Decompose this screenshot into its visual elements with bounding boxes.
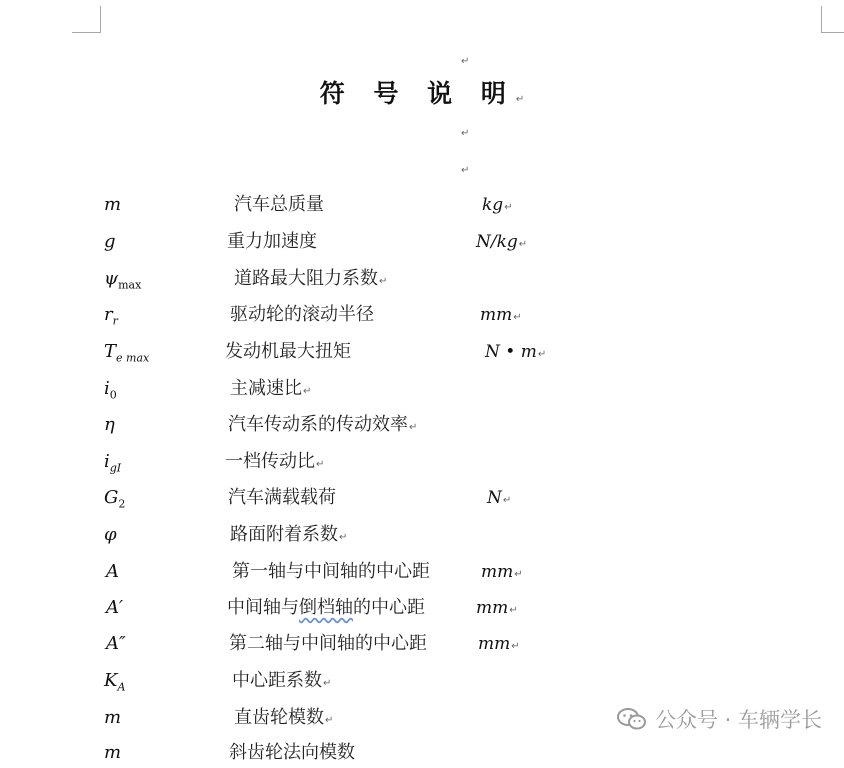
symbol-description: 第一轴与中间轴的中心距 xyxy=(232,561,430,582)
symbol-description: 汽车传动系的传动效率↵ xyxy=(228,414,418,435)
symbol-description: 主减速比↵ xyxy=(230,378,312,399)
symbol: m xyxy=(104,707,122,728)
page-corner-mark-left xyxy=(72,6,101,33)
symbol-unit: mm↵ xyxy=(476,598,518,618)
symbol: $G_2$ xyxy=(104,487,126,511)
spellcheck-squiggle: 倒档轴 xyxy=(299,597,353,618)
symbol: $T_{e max}$ xyxy=(104,341,150,365)
symbol-description: 中心距系数↵ xyxy=(232,670,332,691)
symbol: m xyxy=(104,194,122,215)
symbol: g xyxy=(104,231,116,252)
symbol-description: 汽车满载载荷 xyxy=(228,487,336,508)
symbol: A xyxy=(106,561,119,582)
symbol: A′ xyxy=(106,597,124,618)
symbol: $i_{gI}$ xyxy=(104,451,122,475)
symbol-description: 直齿轮模数↵ xyxy=(234,707,334,728)
paragraph-mark: ↵ xyxy=(461,165,470,176)
symbol: A″ xyxy=(106,633,126,654)
symbol-unit: mm↵ xyxy=(481,562,523,582)
symbol-unit: mm↵ xyxy=(478,634,520,654)
symbol-description: 道路最大阻力系数↵ xyxy=(234,268,388,289)
symbol-unit: N • m↵ xyxy=(485,342,547,362)
symbol-row xyxy=(0,227,844,257)
symbol-row xyxy=(0,738,844,768)
symbol: $\psi_{max}$ xyxy=(104,268,142,292)
paragraph-mark: ↵ xyxy=(461,56,470,67)
symbol-description: 中间轴与倒档轴的中心距 xyxy=(227,597,425,618)
symbol-description: 路面附着系数↵ xyxy=(230,524,348,545)
title-text: 符 号 说 明 xyxy=(319,79,516,108)
symbol-description: 汽车总质量 xyxy=(234,194,324,215)
watermark xyxy=(617,704,822,734)
page-title xyxy=(0,74,844,110)
symbol-row xyxy=(0,557,844,587)
symbol-description: 第二轴与中间轴的中心距 xyxy=(229,633,427,654)
symbol-row xyxy=(0,593,844,623)
symbol-unit: N↵ xyxy=(487,488,512,508)
page-corner-mark-right xyxy=(821,6,844,33)
symbol: $r_r$ xyxy=(104,304,118,328)
wechat-icon xyxy=(617,707,647,731)
symbol: $i_0$ xyxy=(104,378,117,402)
paragraph-mark: ↵ xyxy=(461,128,470,139)
symbol-row xyxy=(0,629,844,659)
symbol-unit: mm↵ xyxy=(480,305,522,325)
symbol-description: 重力加速度 xyxy=(227,231,317,252)
symbol: $K_A$ xyxy=(104,670,126,694)
symbol: φ xyxy=(104,524,117,545)
symbol-row xyxy=(0,447,844,477)
symbol-row xyxy=(0,520,844,550)
symbol-row xyxy=(0,300,844,330)
symbol: η xyxy=(104,414,115,435)
symbol-unit: N/kg↵ xyxy=(476,232,528,252)
symbol-row xyxy=(0,374,844,404)
symbol-row xyxy=(0,190,844,220)
symbol-description: 一档传动比↵ xyxy=(225,451,325,472)
paragraph-mark: ↵ xyxy=(515,94,525,105)
symbol-description: 发动机最大扭矩 xyxy=(225,341,351,362)
symbol-unit: kg↵ xyxy=(482,195,513,215)
symbol-row xyxy=(0,337,844,367)
watermark-text: 公众号 · 车辆学长 xyxy=(654,708,822,732)
symbol-row xyxy=(0,483,844,513)
symbol-description: 斜齿轮法向模数 xyxy=(229,742,355,763)
symbol-row xyxy=(0,410,844,440)
symbol-description: 驱动轮的滚动半径 xyxy=(230,304,374,325)
symbol-row xyxy=(0,666,844,696)
symbol: m xyxy=(104,742,122,763)
symbol-row xyxy=(0,264,844,294)
